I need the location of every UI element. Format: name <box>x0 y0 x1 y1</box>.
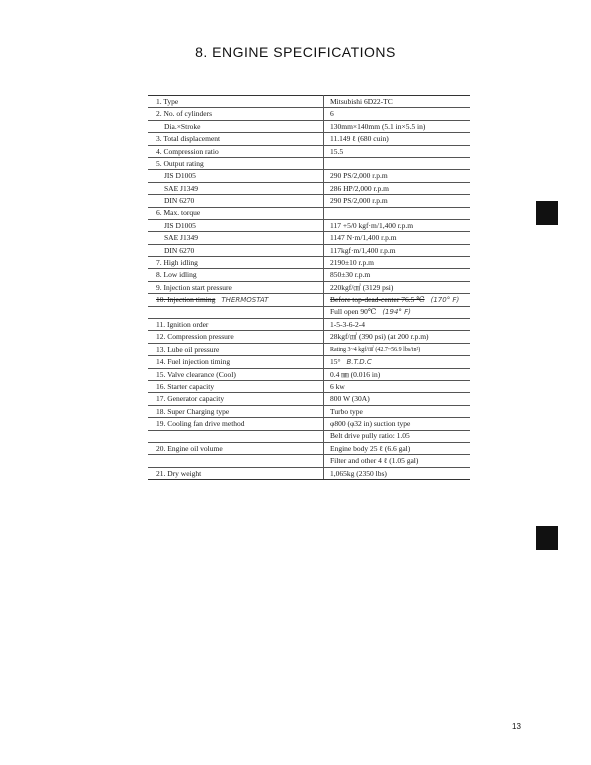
table-row <box>148 96 470 108</box>
table-row <box>148 430 470 442</box>
spec-label: DIN 6270 <box>148 195 324 207</box>
table-row <box>148 120 470 132</box>
spec-value: 290 PS/2,000 r.p.m <box>324 170 471 182</box>
spec-value-cell <box>324 356 471 368</box>
spec-value: 6 kw <box>324 380 471 392</box>
spec-label: 4. Compression ratio <box>148 145 324 157</box>
spec-label: 12. Compression pressure <box>148 331 324 343</box>
table-row <box>148 207 470 219</box>
spec-label: 19. Cooling fan drive method <box>148 418 324 430</box>
table-row <box>148 319 470 331</box>
table-row <box>148 157 470 169</box>
spec-label: 7. High idling <box>148 257 324 269</box>
spec-value: 1,065kg (2350 lbs) <box>324 467 471 479</box>
edge-index-marker <box>536 201 558 225</box>
spec-label: DIN 6270 <box>148 244 324 256</box>
table-row <box>148 368 470 380</box>
spec-label: 15. Valve clearance (Cool) <box>148 368 324 380</box>
table-row <box>148 418 470 430</box>
spec-value: 28kgf/㎠ (390 psi) (at 200 r.p.m) <box>324 331 471 343</box>
table-row <box>148 356 470 368</box>
table-row <box>148 244 470 256</box>
spec-value-cell <box>324 306 471 318</box>
table-row <box>148 182 470 194</box>
spec-value: Engine body 25 ℓ (6.6 gal) <box>324 442 471 454</box>
table-row <box>148 108 470 120</box>
table-row <box>148 442 470 454</box>
spec-value: 15.5 <box>324 145 471 157</box>
spec-value: 800 W (30A) <box>324 393 471 405</box>
spec-value: Belt drive pully ratio: 1.05 <box>324 430 471 442</box>
table-row <box>148 405 470 417</box>
handwritten-note: THERMOSTAT <box>221 295 269 304</box>
table-row <box>148 455 470 467</box>
spec-value: Before top-dead-center 76.5 ℃ <box>330 294 425 304</box>
spec-value: Mitsubishi 6D22-TC <box>324 96 471 108</box>
handwritten-note: B.T.D.C <box>346 357 372 366</box>
handwritten-note: (194° F) <box>382 308 411 317</box>
spec-value: 220kgf/㎠ (3129 psi) <box>324 281 471 293</box>
spec-value: 11.149 ℓ (680 cuin) <box>324 133 471 145</box>
spec-value: 6 <box>324 108 471 120</box>
spec-value: Filter and other 4 ℓ (1.05 gal) <box>324 455 471 467</box>
spec-label: 20. Engine oil volume <box>148 442 324 454</box>
table-row <box>148 170 470 182</box>
table-row <box>148 281 470 293</box>
spec-label: 17. Generator capacity <box>148 393 324 405</box>
spec-value-cell <box>324 294 471 306</box>
spec-value: Turbo type <box>324 405 471 417</box>
table-row <box>148 467 470 479</box>
page-number: 13 <box>512 722 521 731</box>
spec-value: 850±30 r.p.m <box>324 269 471 281</box>
table-row <box>148 257 470 269</box>
spec-value: 117 +5/0 kgf·m/1,400 r.p.m <box>324 219 471 231</box>
spec-value: 15° <box>330 356 341 366</box>
table-row <box>148 393 470 405</box>
handwritten-note: (170° F) <box>430 295 460 304</box>
table-row <box>148 294 470 306</box>
spec-label: JIS D1005 <box>148 170 324 182</box>
spec-label: 2. No. of cylinders <box>148 108 324 120</box>
spec-value: 1147 N·m/1,400 r.p.m <box>324 232 471 244</box>
table-row <box>148 219 470 231</box>
spec-label: 1. Type <box>148 96 324 108</box>
spec-label: 6. Max. torque <box>148 207 324 219</box>
spec-value: φ800 (φ32 in) suction type <box>324 418 471 430</box>
spec-label <box>148 430 324 442</box>
table-row <box>148 343 470 355</box>
spec-label: 21. Dry weight <box>148 467 324 479</box>
table-row <box>148 306 470 318</box>
spec-label: 9. Injection start pressure <box>148 281 324 293</box>
table-row <box>148 269 470 281</box>
spec-label: SAE J1349 <box>148 232 324 244</box>
spec-label: 18. Super Charging type <box>148 405 324 417</box>
spec-label: Dia.×Stroke <box>148 120 324 132</box>
table-row <box>148 232 470 244</box>
table-row <box>148 195 470 207</box>
spec-label-cell <box>148 294 324 306</box>
spec-value <box>324 157 471 169</box>
spec-label <box>148 455 324 467</box>
spec-value: 130mm×140mm (5.1 in×5.5 in) <box>324 120 471 132</box>
engine-spec-table <box>148 95 470 480</box>
spec-label: JIS D1005 <box>148 219 324 231</box>
edge-index-marker <box>536 526 558 550</box>
spec-label: 8. Low idling <box>148 269 324 281</box>
table-row <box>148 133 470 145</box>
spec-value: Rating 3~4 kgf/㎠ (42.7~56.9 lbs/in²) <box>324 343 471 355</box>
spec-label: SAE J1349 <box>148 182 324 194</box>
spec-label: 10. Injection timing <box>156 294 216 304</box>
spec-value: Full open 90℃ <box>330 307 377 317</box>
spec-label: 5. Output rating <box>148 157 324 169</box>
spec-label: 11. Ignition order <box>148 319 324 331</box>
spec-value: 117kgf·m/1,400 r.p.m <box>324 244 471 256</box>
spec-value: 286 HP/2,000 r.p.m <box>324 182 471 194</box>
spec-value: 2190±10 r.p.m <box>324 257 471 269</box>
spec-value: 1-5-3-6-2-4 <box>324 319 471 331</box>
spec-label: 14. Fuel injection timing <box>148 356 324 368</box>
spec-label: 16. Starter capacity <box>148 380 324 392</box>
spec-value <box>324 207 471 219</box>
table-row <box>148 145 470 157</box>
spec-label: 13. Lube oil pressure <box>148 343 324 355</box>
spec-label <box>148 306 324 318</box>
table-row <box>148 380 470 392</box>
table-row <box>148 331 470 343</box>
spec-value: 290 PS/2,000 r.p.m <box>324 195 471 207</box>
spec-label: 3. Total displacement <box>148 133 324 145</box>
spec-value: 0.4 ㎜ (0.016 in) <box>324 368 471 380</box>
page-title: 8. ENGINE SPECIFICATIONS <box>195 44 396 60</box>
